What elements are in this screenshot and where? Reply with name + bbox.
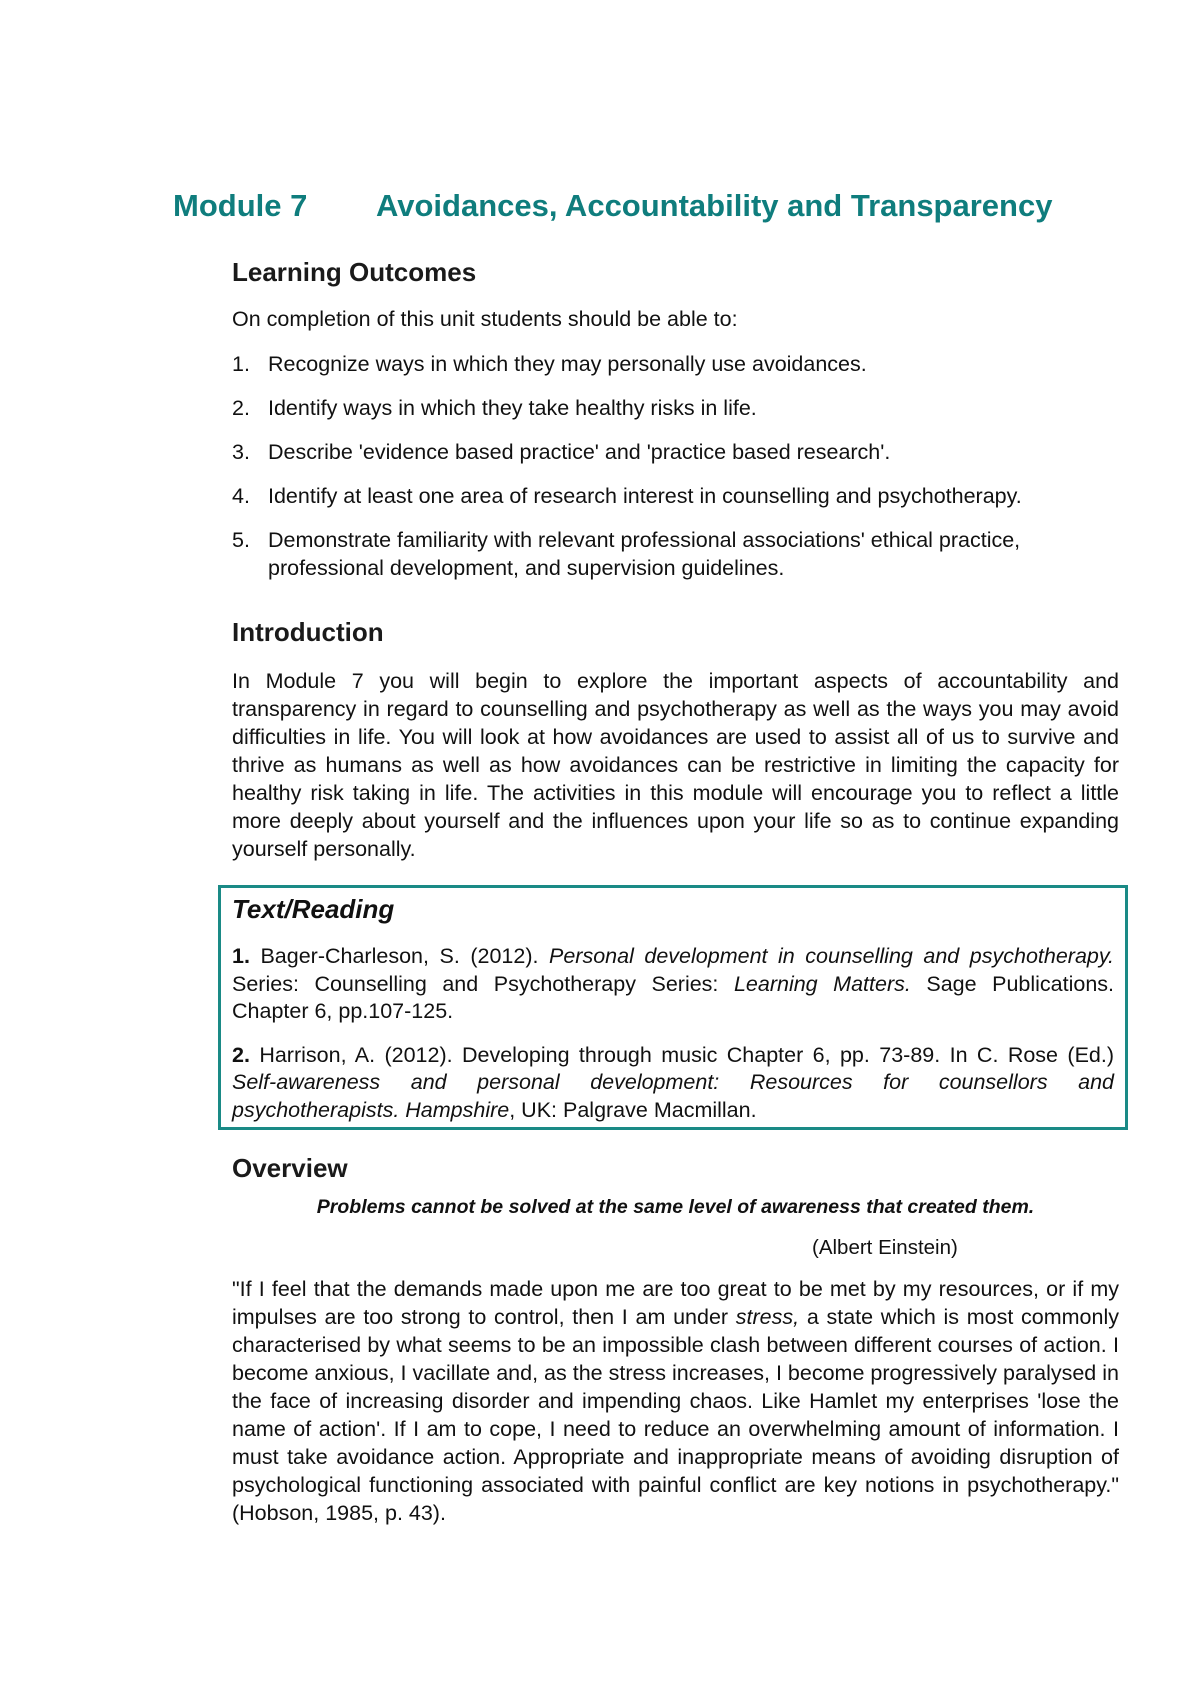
- list-item: [232, 350, 1119, 378]
- module-number: Module 7: [173, 188, 308, 223]
- list-item-text: Describe 'evidence based practice' and 'practice based research'.: [268, 440, 891, 464]
- hobson-quote-paragraph: [232, 1275, 1119, 1527]
- learning-outcomes-heading: Learning Outcomes: [232, 257, 477, 287]
- reference-text: Sage Publications. Chapter 6, pp.107-125.: [232, 971, 1115, 1023]
- overview-heading: Overview: [232, 1153, 348, 1183]
- learning-outcomes-list: [232, 350, 1119, 598]
- reference-text: Harrison, A. (2012). Developing through music Chapter 6, pp. 73-89. In C. Rose (Ed.): [249, 1042, 1114, 1067]
- list-item: [232, 394, 1119, 422]
- list-item-number: 1.: [232, 352, 250, 376]
- list-item: [232, 438, 1119, 466]
- reference-publisher-series: Learning Matters.: [733, 971, 911, 996]
- list-item: [232, 482, 1119, 510]
- reference-title: Self-awareness and personal development: Resources for counsellors and psychotherapists. Hampshire: [232, 1070, 1114, 1122]
- reference-number: 2.: [232, 1042, 250, 1067]
- einstein-quote: Problems cannot be solved at the same level of awareness that created them.: [316, 1196, 1035, 1218]
- list-item-number: 5.: [232, 528, 250, 552]
- list-item-number: 3.: [232, 440, 250, 464]
- reading-heading: Text/Reading: [232, 894, 395, 924]
- reference-title: Personal development in counselling and psychotherapy.: [549, 944, 1114, 968]
- learning-outcomes-intro: On completion of this unit students should be able to:: [232, 307, 738, 331]
- reading-reference-1: [232, 943, 1114, 1026]
- list-item-text: Recognize ways in which they may personally use avoidances.: [268, 352, 867, 376]
- list-item: [232, 526, 1119, 582]
- module-name: Avoidances, Accountability and Transparency: [376, 188, 1053, 223]
- module-title: [173, 188, 1052, 224]
- reference-text: , UK: Palgrave Macmillan.: [509, 1097, 757, 1122]
- list-item-text: Demonstrate familiarity with relevant professional associations' ethical practice, professional development, and supervision guidelines.: [268, 528, 1021, 580]
- paragraph-text: "If I feel that the demands made upon me are too great to be met by my resources, or if my impulses are too strong to control, then I am under: [232, 1277, 1119, 1329]
- list-item-text: Identify at least one area of research interest in counselling and psychotherapy.: [268, 484, 1022, 508]
- list-item-number: 4.: [232, 484, 250, 508]
- reading-reference-2: [232, 1042, 1114, 1125]
- reference-text: Series: Counselling and Psychotherapy Series:: [232, 971, 734, 996]
- list-item-number: 2.: [232, 396, 250, 420]
- paragraph-text: a state which is most commonly characterised by what seems to be an impossible clash between different courses of action. I become anxious, I vacillate and, as the stress increases, I become progressively paralysed in the face of increasing disorder and impending chaos. Like Hamlet my enterprises 'lose the name of action'. If I am to cope, I need to reduce an overwhelming amount of information. I must take avoidance action. Appropriate and inappropriate means of avoiding disruption of psychological functioning associated with painful conflict are key notions in psychotherapy." (Hobson, 1985, p. 43).: [232, 1305, 1119, 1525]
- introduction-paragraph: In Module 7 you will begin to explore the important aspects of accountability and transparency in regard to counselling and psychotherapy as well as the ways you may avoid difficulties in life. You will look at how avoidances are used to assist all of us to survive and thrive as humans as well as how avoidances can be restrictive in limiting the capacity for healthy risk taking in life. The activities in this module will encourage you to reflect a little more deeply about yourself and the influences upon your life so as to continue expanding yourself personally.: [232, 669, 1119, 861]
- introduction-heading: Introduction: [232, 617, 384, 647]
- list-item-text: Identify ways in which they take healthy risks in life.: [268, 396, 757, 420]
- reading-box: [218, 885, 1128, 1130]
- quote-attribution: (Albert Einstein): [812, 1236, 958, 1259]
- reference-number: 1.: [232, 944, 250, 968]
- emphasis-text: stress,: [735, 1305, 800, 1329]
- reference-text: Bager-Charleson, S. (2012).: [249, 944, 549, 968]
